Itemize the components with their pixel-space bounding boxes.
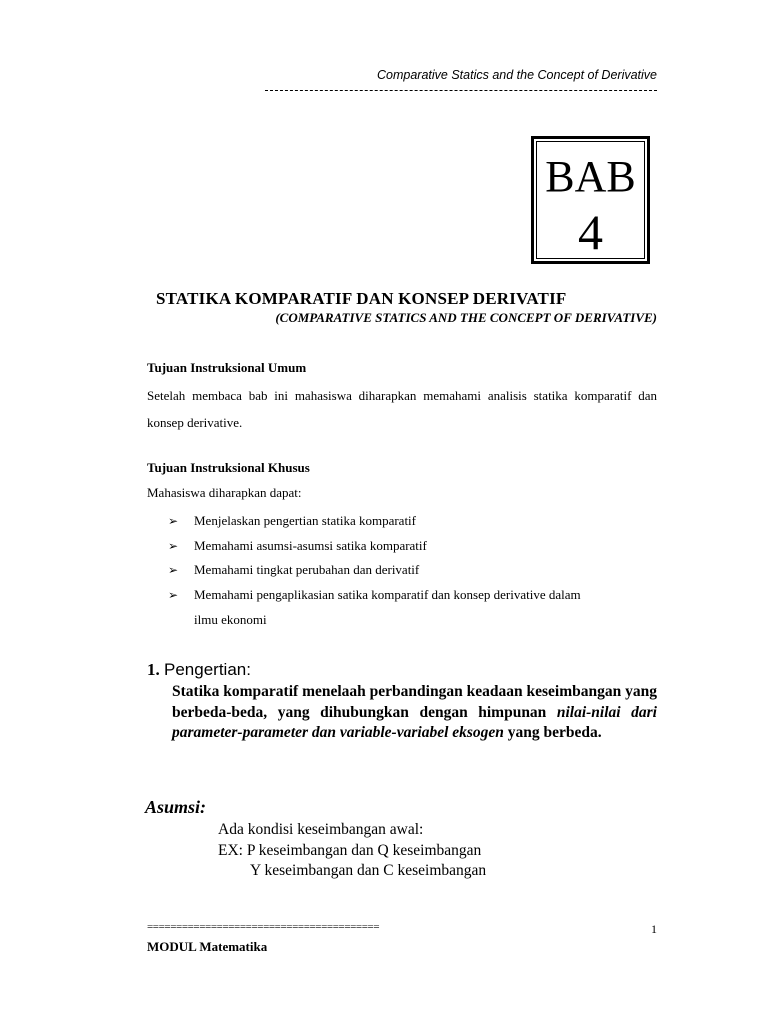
section-label: Pengertian: [164,660,251,679]
list-item [168,583,668,634]
list-item [168,534,668,559]
pengertian-emphasis: nilai-nilai dari parameter-parameter dan variable-variabel eksogen [172,703,657,741]
objective-text: Memahami tingkat perubahan dan derivatif [194,562,420,577]
footer-label: MODUL Matematika [147,939,268,954]
pengertian-paragraph [172,682,657,744]
objectives-list [168,509,668,633]
objective-text: Memahami asumsi-asumsi satika komparatif [194,537,427,553]
pengertian-text: Statika komparatif menelaah perbandingan keadaan keseimbangan yang berbeda-beda, yang dihubungkan dengan himpunan [172,683,657,721]
running-header-title: Comparative Statics and the Concept of Derivative [377,68,657,82]
asumsi-heading: Asumsi: [145,797,207,817]
footer-separator: ======================================== [147,921,380,933]
arrow-bullet-icon: ➢ [168,563,179,577]
objective-text: Memahami pengaplikasian satika komparatif dan konsep derivative dalam [194,586,581,602]
asumsi-line-2: EX: P keseimbangan dan Q keseimbangan [218,842,482,859]
chapter-subtitle: (COMPARATIVE STATICS AND THE CONCEPT OF DERIVATIVE) [275,310,657,325]
asumsi-line-1: Ada kondisi keseimbangan awal: [218,821,424,838]
pengertian-text-end: yang berbeda. [503,724,602,741]
pengertian-heading [147,660,251,680]
chapter-title: STATIKA KOMPARATIF DAN KONSEP DERIVATIF [156,289,567,308]
chapter-box [531,136,650,264]
objective-text-continuation: ilmu ekonomi [194,612,267,627]
tujuan-umum-text: Setelah membaca bab ini mahasiswa diharapkan memahami analisis statika komparatif dan konsep derivative. [147,388,657,430]
chapter-number: 4 [578,204,603,260]
asumsi-line-3: Y keseimbangan dan C keseimbangan [250,862,487,879]
list-item [168,509,668,534]
tujuan-khusus-heading: Tujuan Instruksional Khusus [147,460,310,475]
header-separator [265,90,657,91]
chapter-label: BAB [545,152,636,201]
objective-text: Menjelaskan pengertian statika komparatif [194,513,417,528]
section-number: 1. [147,660,160,679]
arrow-bullet-icon: ➢ [168,587,179,602]
tujuan-umum-heading: Tujuan Instruksional Umum [147,360,307,375]
list-item [168,558,668,583]
arrow-bullet-icon: ➢ [168,538,179,553]
tujuan-khusus-intro: Mahasiswa diharapkan dapat: [147,485,302,500]
arrow-bullet-icon: ➢ [168,514,179,528]
page-number: 1 [651,922,657,936]
